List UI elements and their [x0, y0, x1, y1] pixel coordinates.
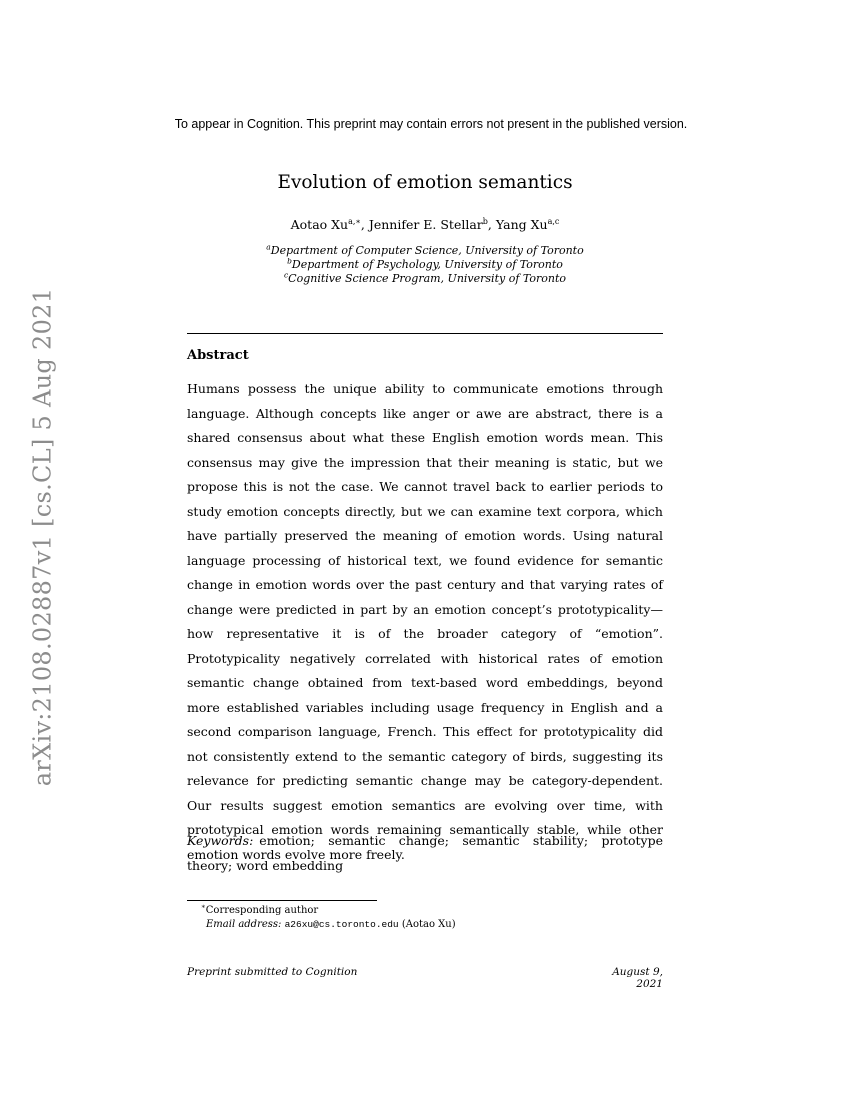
preprint-date: August 9, 2021 — [612, 966, 663, 990]
affiliation-text: Department of Computer Science, University of Toronto — [270, 244, 584, 257]
author-name: Aotao Xu — [290, 217, 349, 232]
affiliation-list — [0, 244, 850, 286]
author-name: Jennifer E. Stellar — [368, 217, 483, 232]
author-affiliation-marks: b — [482, 216, 488, 226]
affiliation-mark: c — [283, 270, 289, 280]
corresponding-author-label: Corresponding author — [205, 905, 319, 916]
email-address[interactable]: a26xu@cs.toronto.edu — [284, 918, 399, 930]
author-name: Yang Xu — [495, 217, 548, 232]
affiliation-mark: a — [266, 242, 271, 252]
submission-note: Preprint submitted to Cognition — [187, 966, 358, 978]
keywords-label: Keywords: — [187, 833, 254, 848]
arxiv-sidebar-stamp — [6, 287, 78, 787]
affiliation-item — [0, 244, 850, 258]
email-owner: (Aotao Xu) — [401, 918, 456, 930]
author-list: Aotao $Xu^{a,∗}$, Jennifer E. Stellar$^b$, Yang Xu$^{a,c}$ — [290, 216, 560, 232]
abstract-heading: Abstract — [187, 348, 249, 363]
paper-title: Evolution of emotion semantics — [277, 172, 573, 193]
corresponding-author-note — [201, 904, 456, 918]
footnote-mark: ∗ — [201, 902, 206, 911]
affiliation-mark: b — [287, 256, 292, 266]
keywords-line — [187, 829, 663, 878]
affiliation-text: Cognitive Science Program, University of Toronto — [288, 272, 567, 285]
footnote-rule — [187, 900, 377, 901]
email-label: Email address: — [206, 918, 282, 930]
arxiv-identifier: arXiv:2108.02887v1 [cs.CL] 5 Aug 2021 — [28, 287, 57, 787]
affiliation-text: Department of Psychology, University of Toronto — [291, 258, 563, 271]
publication-notice: To appear in Cognition. This preprint may contain errors not present in the published version. — [174, 117, 688, 131]
abstract-body: Humans possess the unique ability to communicate emotions through language. Although concepts like anger or awe are abstract, there is a shared consensus about what these English emotion words mean. This consensus may give the impression that their meaning is static, but we propose this is not the case. We cannot travel back to earlier periods to study emotion concepts directly, but we can examine text corpora, which have partially preserved the meaning of emotion words. Using natural language processing of historical text, we found evidence for semantic change in emotion words over the past century and that varying rates of change were predicted in part by an emotion concept’s prototypicality—how representative it is of the broader category of “emotion”. Prototypicality negatively correlated with historical rates of emotion semantic change obtained from text-based word embeddings, beyond more established variables including usage frequency in English and a second comparison language, French. This effect for prototypicality did not consistently extend to the semantic category of birds, suggesting its relevance for predicting semantic change may be category-dependent. Our results suggest emotion semantics are evolving over time, with prototypical emotion words remaining semantically stable, while other emotion words evolve more freely. — [187, 381, 663, 862]
footnote — [201, 904, 456, 931]
abstract-top-rule — [187, 333, 663, 334]
author-affiliation-marks: a,∗ — [348, 216, 361, 226]
affiliation-item — [0, 272, 850, 286]
keywords-text: emotion; semantic change; semantic stability; prototype theory; word embedding — [187, 833, 663, 873]
email-line — [201, 918, 456, 932]
author-affiliation-marks: a,c — [547, 216, 560, 226]
affiliation-item — [0, 258, 850, 272]
